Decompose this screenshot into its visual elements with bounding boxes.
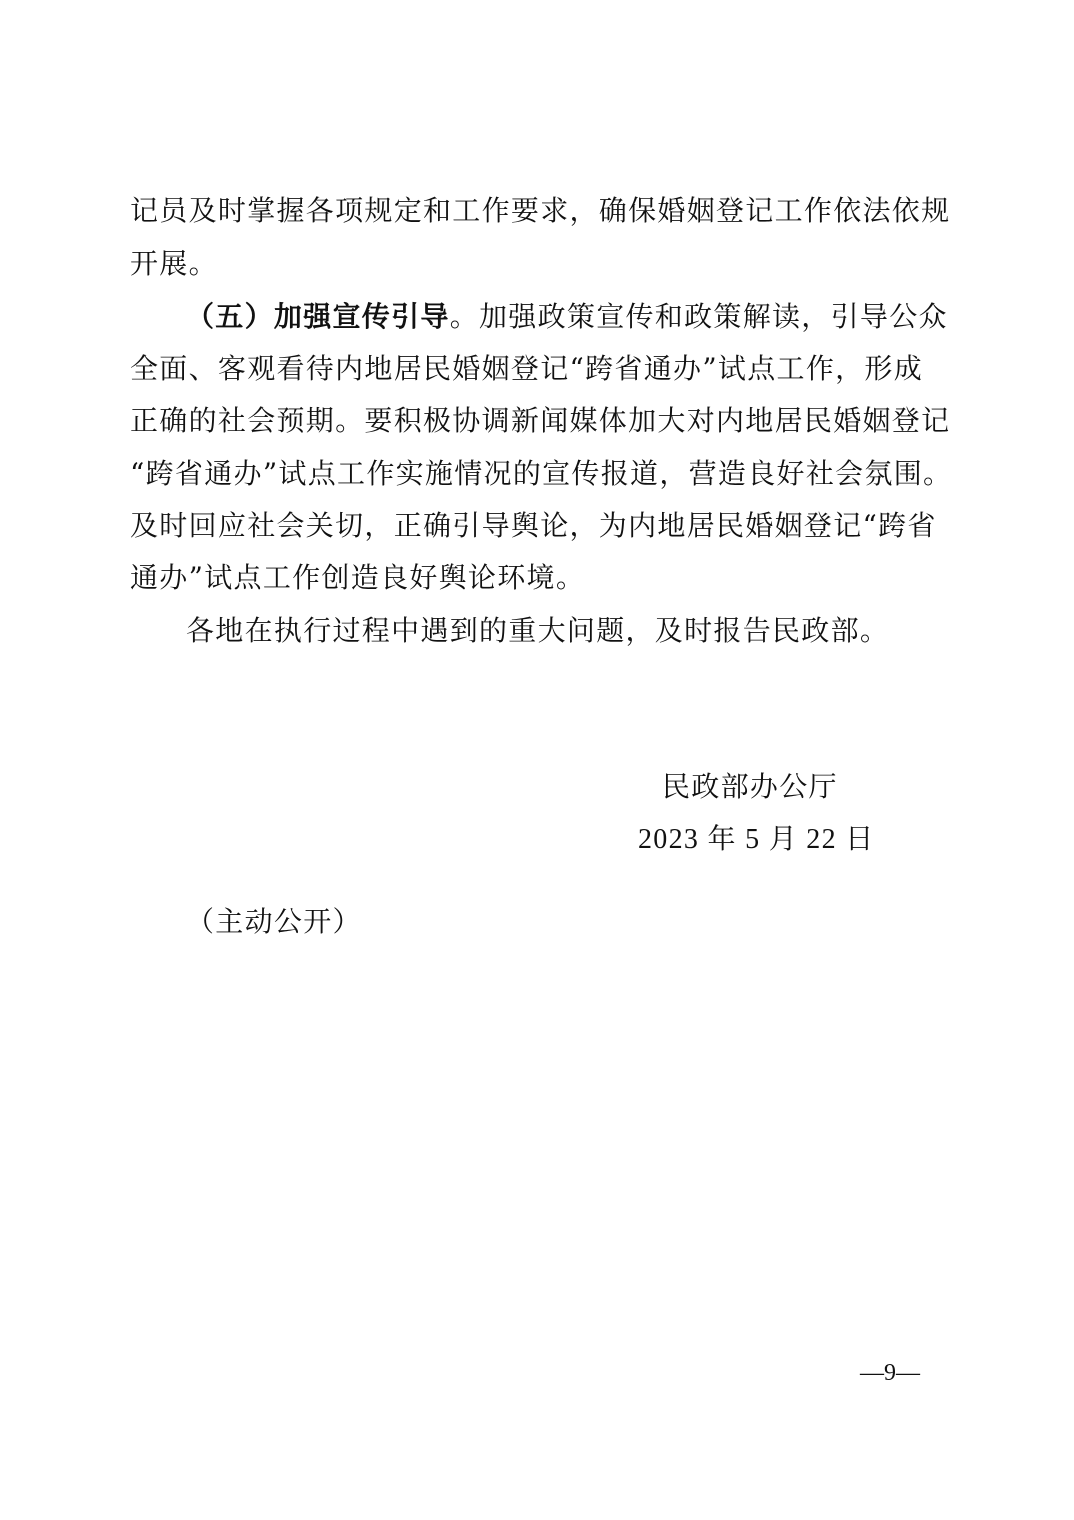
para2-line1-text: 。加强政策宣传和政策解读，引导公众 [449,300,948,333]
page-number: —9— [860,1360,920,1386]
para3-line1: 各地在执行过程中遇到的重大问题，及时报告民政部。 [186,614,890,647]
section-heading: （五）加强宣传引导 [186,300,450,333]
signature-office: 民政部办公厅 [662,770,838,803]
para2-line4: “跨省通办”试点工作实施情况的宣传报道，营造良好社会氛围。 [130,457,953,490]
para2-line6: 通办”试点工作创造良好舆论环境。 [130,561,586,594]
para2-line2: 全面、客观看待内地居民婚姻登记“跨省通办”试点工作，形成 [130,352,924,385]
para2-line3: 正确的社会预期。要积极协调新闻媒体加大对内地居民婚姻登记 [130,404,951,437]
para2-line5: 及时回应社会关切，正确引导舆论，为内地居民婚姻登记“跨省 [130,509,937,542]
para2-line1 [186,297,950,337]
para1-line2: 开展。 [130,247,218,280]
signature-date: 2023 年 5 月 22 日 [638,824,875,855]
para1-line1: 记员及时掌握各项规定和工作要求，确保婚姻登记工作依法依规 [130,194,951,227]
disclosure-note: （主动公开） [186,905,362,938]
